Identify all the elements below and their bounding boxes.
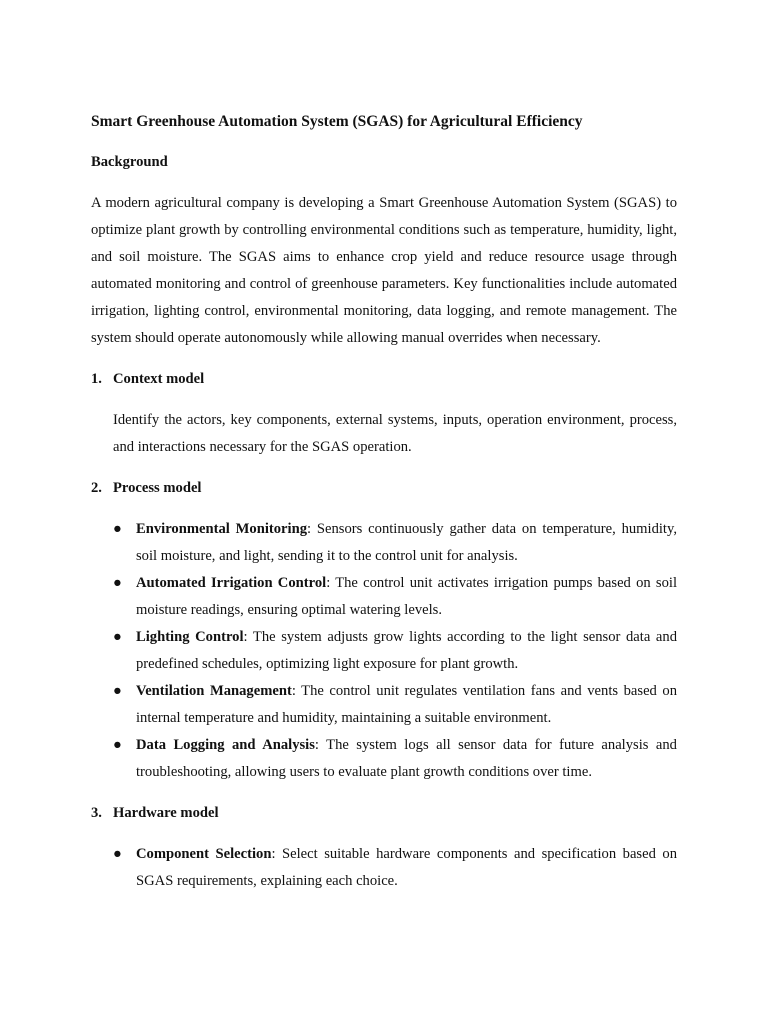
background-heading: Background: [91, 154, 168, 170]
section-2-heading: [91, 475, 677, 502]
list-item-text: : The control unit activates irrigation pumps based on soil moisture readings, ensuring optimal watering levels.: [136, 575, 677, 618]
bullet-icon: ●: [113, 737, 122, 753]
list-item-text: : The system adjusts grow lights according to the light sensor data and predefined schedules, optimizing light exposure for plant growth.: [136, 629, 677, 672]
section-1-paragraph: Identify the actors, key components, external systems, inputs, operation environment, process, and interactions necessary for the SGAS operation.: [113, 412, 677, 455]
section-2-title: Process model: [113, 480, 202, 496]
list-item-term: Data Logging and Analysis: [136, 737, 315, 753]
section-2-number: 2.: [91, 480, 102, 496]
section-3-number: 3.: [91, 805, 102, 821]
section-1-heading: [91, 366, 677, 393]
bullet-icon: ●: [113, 683, 122, 699]
background-paragraph: A modern agricultural company is developing a Smart Greenhouse Automation System (SGAS) to optimize plant growth by controlling environmental conditions such as temperature, humidity, light, and soil moisture. The SGAS aims to enhance crop yield and reduce resource usage through automated monitoring and control of greenhouse parameters. Key functionalities include automated irrigation, lighting control, environmental monitoring, data logging, and remote management. The system should operate autonomously while allowing manual overrides when necessary.: [91, 195, 677, 346]
list-item-text: : Select suitable hardware components and specification based on SGAS requirements, explaining each choice.: [136, 846, 677, 889]
bullet-icon: ●: [113, 575, 122, 591]
section-3-title: Hardware model: [113, 805, 219, 821]
list-item-term: Component Selection: [136, 846, 272, 862]
bullet-icon: ●: [113, 521, 122, 537]
list-item-text: : Sensors continuously gather data on temperature, humidity, soil moisture, and light, sending it to the control unit for analysis.: [136, 521, 677, 564]
list-item: [113, 624, 677, 678]
list-item: [113, 570, 677, 624]
bullet-icon: ●: [113, 629, 122, 645]
list-item-term: Environmental Monitoring: [136, 521, 307, 537]
hardware-model-list: [91, 841, 677, 895]
list-item: [113, 841, 677, 895]
document-title: Smart Greenhouse Automation System (SGAS) for Agricultural Efficiency: [91, 113, 583, 130]
section-1-title: Context model: [113, 371, 205, 387]
list-item: [113, 678, 677, 732]
section-3-heading: [91, 800, 677, 827]
list-item-term: Automated Irrigation Control: [136, 575, 327, 591]
list-item-text: : The system logs all sensor data for future analysis and troubleshooting, allowing users to evaluate plant growth conditions over time.: [136, 737, 677, 780]
bullet-icon: ●: [113, 846, 122, 862]
list-item: [113, 732, 677, 786]
section-1-number: 1.: [91, 371, 102, 387]
list-item-term: Ventilation Management: [136, 683, 292, 699]
list-item-text: : The control unit regulates ventilation fans and vents based on internal temperature and humidity, maintaining a suitable environment.: [136, 683, 677, 726]
process-model-list: [91, 516, 677, 786]
list-item: [113, 516, 677, 570]
list-item-term: Lighting Control: [136, 629, 244, 645]
